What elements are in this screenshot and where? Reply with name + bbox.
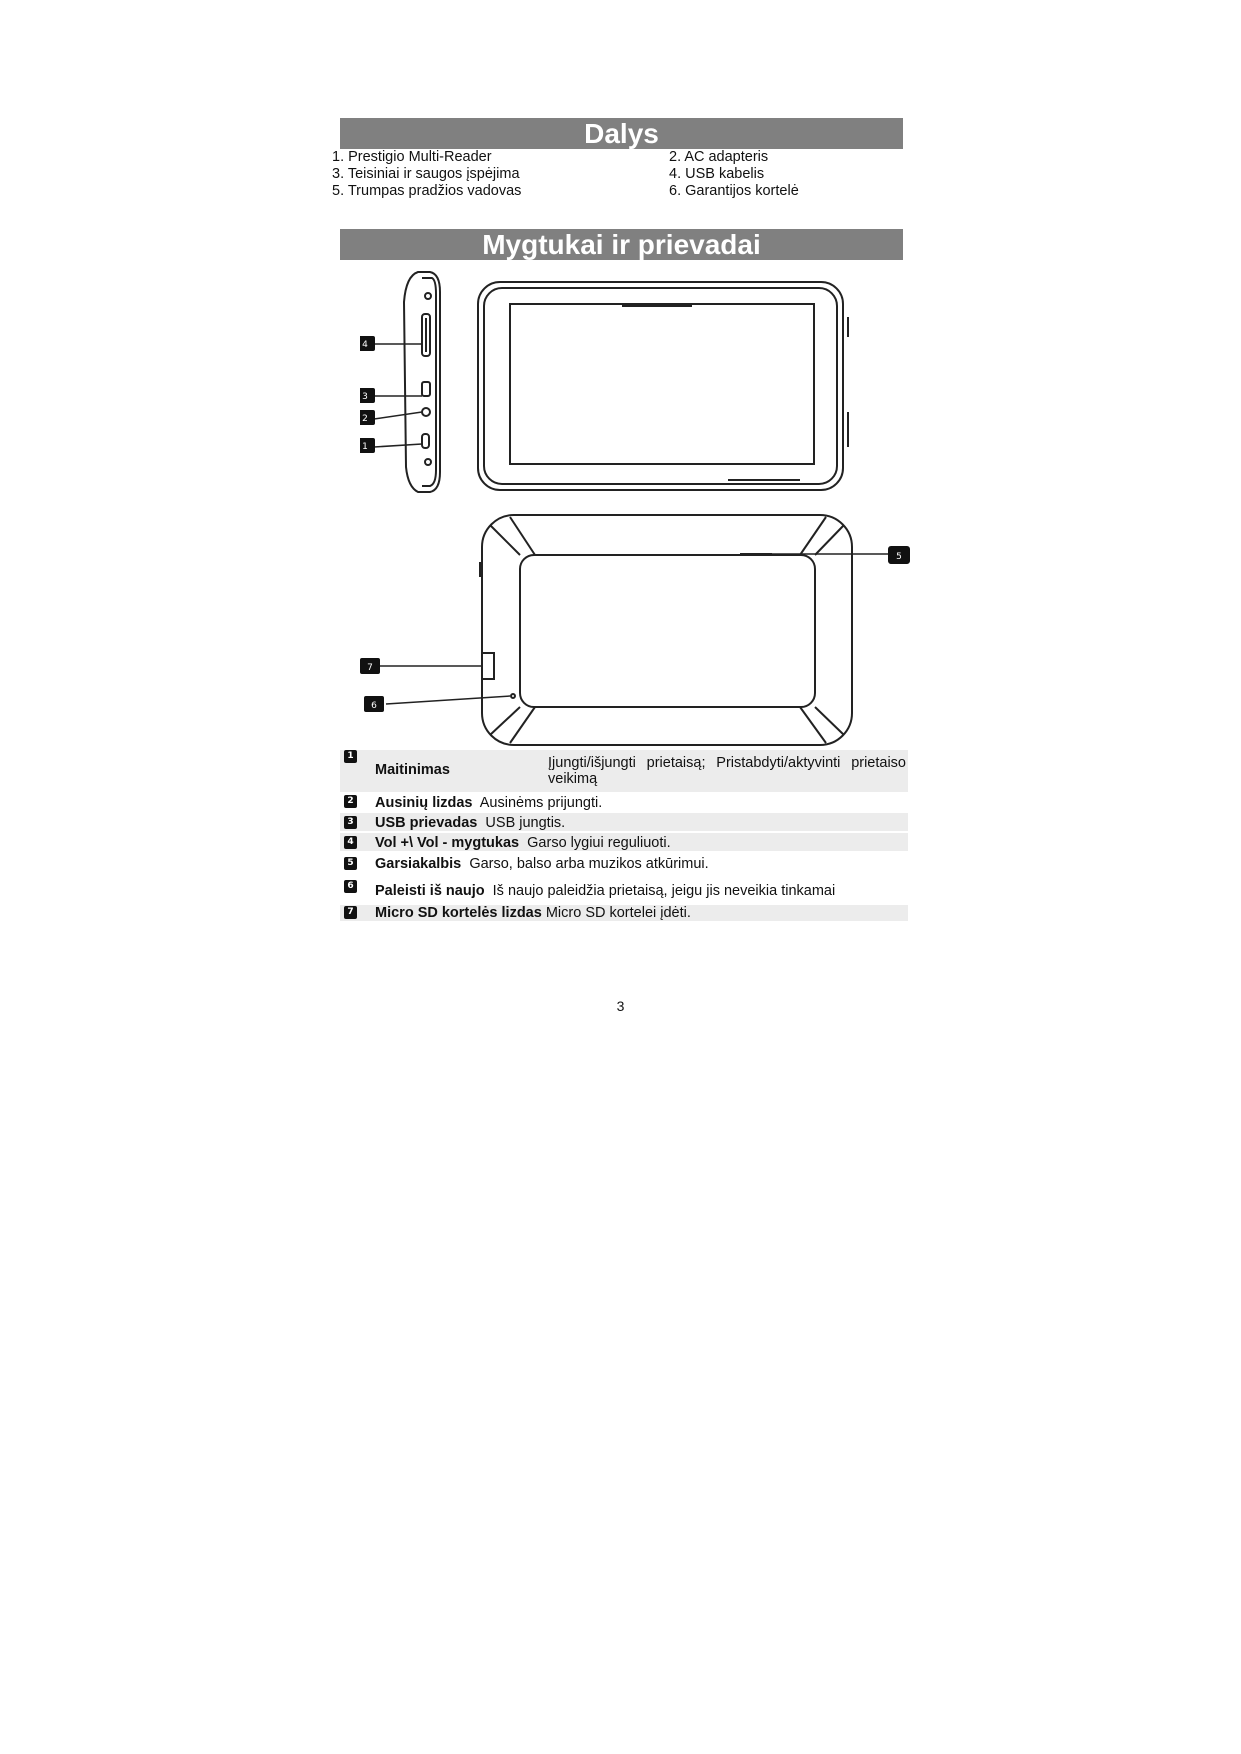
feature-description: USB jungtis. xyxy=(485,815,566,831)
callout-7 xyxy=(360,658,380,674)
table-row xyxy=(375,883,835,899)
front-view-illustration xyxy=(478,282,848,490)
feature-description: Micro SD kortelei įdėti. xyxy=(545,905,691,921)
number-badge: 2 xyxy=(344,795,357,808)
page-number: 3 xyxy=(616,998,625,1014)
svg-text:6: 6 xyxy=(371,701,377,711)
parts-item: 4. USB kabelis xyxy=(669,166,765,182)
feature-title: Micro SD kortelės lizdas xyxy=(375,905,542,921)
callout-2 xyxy=(360,410,375,425)
feature-description: Garso, balso arba muzikos atkūrimui. xyxy=(469,856,709,872)
feature-description: Įjungti/išjungti prietaisą; Pristabdyti/aktyvinti prietaiso veikimą xyxy=(548,755,906,787)
parts-section-header: Dalys xyxy=(340,118,903,149)
feature-title: Ausinių lizdas xyxy=(375,795,473,811)
parts-item: 5. Trumpas pradžios vadovas xyxy=(332,183,522,199)
table-row xyxy=(375,835,671,851)
callout-4 xyxy=(360,336,375,351)
svg-text:7: 7 xyxy=(367,663,373,673)
feature-title: Vol +\ Vol - mygtukas xyxy=(375,835,520,851)
tablet-diagram xyxy=(360,262,920,752)
svg-text:4: 4 xyxy=(362,340,368,350)
number-badge: 5 xyxy=(344,857,357,870)
feature-description: Ausinėms prijungti. xyxy=(479,795,603,811)
table-row xyxy=(375,905,691,921)
number-badge: 7 xyxy=(344,906,357,919)
side-view-illustration xyxy=(404,272,440,492)
callout-3 xyxy=(360,388,375,403)
feature-description: Iš naujo paleidžia prietaisą, jeigu jis neveikia tinkamai xyxy=(492,883,836,899)
table-row xyxy=(375,856,709,872)
callout-5 xyxy=(888,546,910,564)
feature-description: Garso lygiui reguliuoti. xyxy=(527,835,671,851)
callout-1 xyxy=(360,438,375,453)
number-badge: 1 xyxy=(344,750,357,763)
number-badge: 6 xyxy=(344,880,357,893)
parts-item: 6. Garantijos kortelė xyxy=(669,183,799,199)
svg-text:5: 5 xyxy=(896,552,902,562)
feature-title: Maitinimas xyxy=(375,762,450,778)
table-row xyxy=(375,815,565,831)
feature-title: Garsiakalbis xyxy=(375,856,462,872)
number-badge: 3 xyxy=(344,816,357,829)
feature-title: USB prievadas xyxy=(375,815,478,831)
feature-title: Paleisti iš naujo xyxy=(375,883,485,899)
callout-6 xyxy=(364,696,384,712)
buttons-section-header: Mygtukai ir prievadai xyxy=(340,229,903,260)
svg-text:2: 2 xyxy=(362,414,368,424)
parts-item: 1. Prestigio Multi-Reader xyxy=(332,149,492,165)
back-view-illustration xyxy=(480,515,852,745)
table-row xyxy=(375,795,602,811)
svg-text:3: 3 xyxy=(362,392,368,402)
parts-item: 3. Teisiniai ir saugos įspėjima xyxy=(332,166,520,182)
svg-text:1: 1 xyxy=(362,442,368,452)
parts-item: 2. AC adapteris xyxy=(669,149,769,165)
number-badge: 4 xyxy=(344,836,357,849)
callout-leaders xyxy=(374,344,888,704)
